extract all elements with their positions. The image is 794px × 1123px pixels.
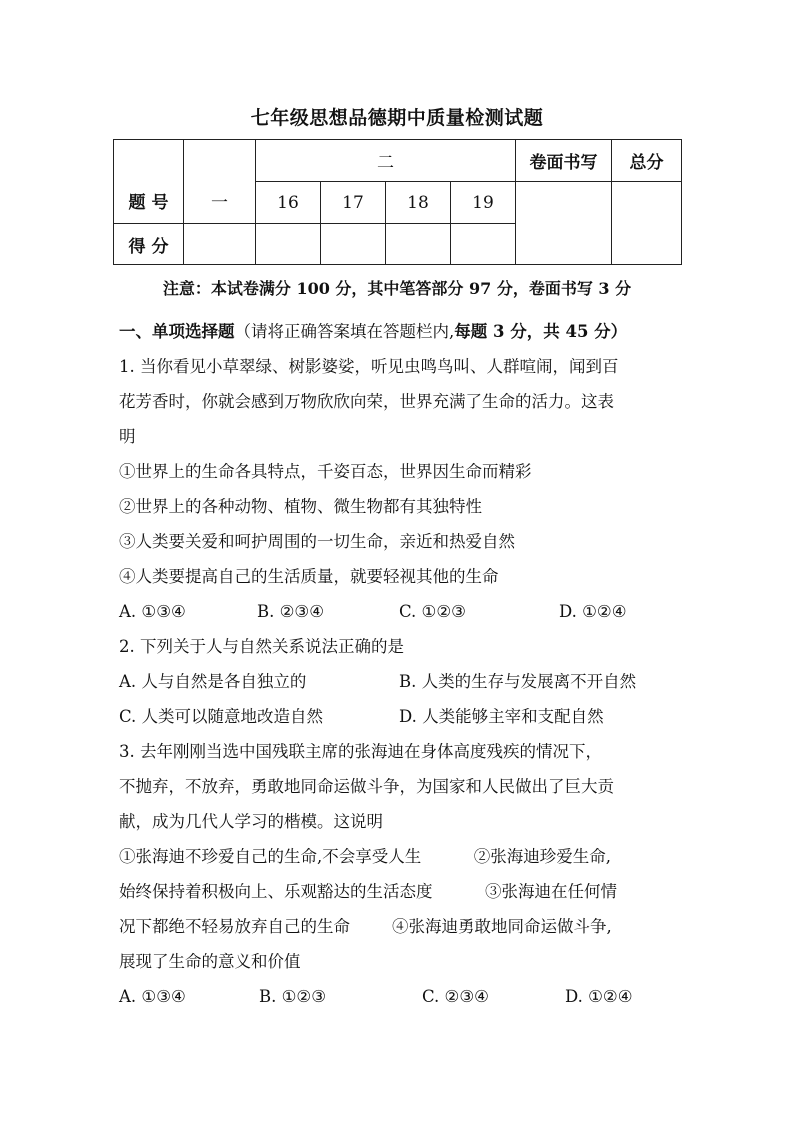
question-stem-line: 献，成为几代人学习的楷模。这说明 — [119, 812, 383, 831]
option-d: D. ①②④ — [565, 987, 633, 1006]
section-heading — [119, 314, 694, 349]
sub-number: 17 — [321, 182, 386, 224]
row-label-defen: 得 分 — [114, 224, 184, 265]
option-b: B. ②③④ — [257, 602, 324, 621]
statement-line: 始终保持着积极向上、乐观豁达的生活态度 ③张海迪在任何情 — [119, 882, 617, 901]
statement-line: 展现了生命的意义和价值 — [119, 952, 301, 971]
answer-options — [119, 699, 694, 734]
option-a: A. ①③④ — [119, 987, 186, 1006]
score-table — [113, 139, 682, 265]
question-1 — [119, 349, 694, 629]
section-title: 一、单项选择题 — [119, 322, 235, 341]
answer-options — [119, 979, 694, 1014]
question-2 — [119, 629, 694, 734]
option-d: D. ①②④ — [559, 602, 627, 621]
total-score-cell — [612, 182, 682, 265]
question-stem-line: 1. 当你看见小草翠绿、树影婆娑，听见虫鸣鸟叫、人群喧闹，闻到百 — [119, 357, 619, 376]
statement-line: 况下都绝不轻易放弃自己的生命 ④张海迪勇敢地同命运做斗争, — [119, 917, 612, 936]
option-b: B. 人类的生存与发展离不开自然 — [399, 672, 637, 691]
part-two-header: 二 — [256, 140, 516, 182]
exam-title: 七年级思想品德期中质量检测试题 — [250, 107, 544, 129]
sub-number: 16 — [256, 182, 321, 224]
section-points: 每题 3 分，共 45 分） — [454, 322, 628, 341]
score-cell — [321, 224, 386, 265]
statement: ②世界上的各种动物、植物、微生物都有其独特性 — [119, 497, 482, 516]
statement-line: ①张海迪不珍爱自己的生命,不会享受人生 ②张海迪珍爱生命, — [119, 847, 611, 866]
score-cell — [184, 224, 256, 265]
answer-options — [119, 664, 694, 699]
statement: ③人类要关爱和呵护周围的一切生命，亲近和热爱自然 — [119, 532, 515, 551]
question-stem-line: 2. 下列关于人与自然关系说法正确的是 — [119, 637, 404, 656]
answer-options — [119, 594, 694, 629]
row-label-tihao: 题 号 — [114, 140, 184, 224]
question-stem-line: 明 — [119, 427, 136, 446]
question-content — [119, 314, 694, 1014]
total-header: 总分 — [612, 140, 682, 182]
sub-number: 18 — [386, 182, 451, 224]
statement: ④人类要提高自己的生活质量，就要轻视其他的生命 — [119, 567, 499, 586]
score-cell — [451, 224, 516, 265]
question-3 — [119, 734, 694, 1014]
option-c: C. ①②③ — [399, 602, 466, 621]
option-b: B. ①②③ — [259, 987, 326, 1006]
section-instruction: （请将正确答案填在答题栏内, — [234, 322, 455, 341]
score-cell — [256, 224, 321, 265]
part-one-header: 一 — [184, 140, 256, 224]
question-stem-line: 不抛弃，不放弃，勇敢地同命运做斗争，为国家和人民做出了巨大贡 — [119, 777, 614, 796]
option-a: A. 人与自然是各自独立的 — [119, 672, 307, 691]
question-stem-line: 花芳香时，你就会感到万物欣欣向荣，世界充满了生命的活力。这表 — [119, 392, 614, 411]
juanmian-header: 卷面书写 — [516, 140, 612, 182]
juanmian-score-cell — [516, 182, 612, 265]
option-c: C. 人类可以随意地改造自然 — [119, 707, 324, 726]
sub-number: 19 — [451, 182, 516, 224]
statement: ①世界上的生命各具特点，千姿百态，世界因生命而精彩 — [119, 462, 532, 481]
exam-notice: 注意：本试卷满分 100 分，其中笔答部分 97 分，卷面书写 3 分 — [162, 279, 632, 298]
option-c: C. ②③④ — [422, 987, 489, 1006]
question-stem-line: 3. 去年刚刚当选中国残联主席的张海迪在身体高度残疾的情况下， — [119, 742, 602, 761]
option-a: A. ①③④ — [119, 602, 186, 621]
score-cell — [386, 224, 451, 265]
option-d: D. 人类能够主宰和支配自然 — [399, 707, 604, 726]
